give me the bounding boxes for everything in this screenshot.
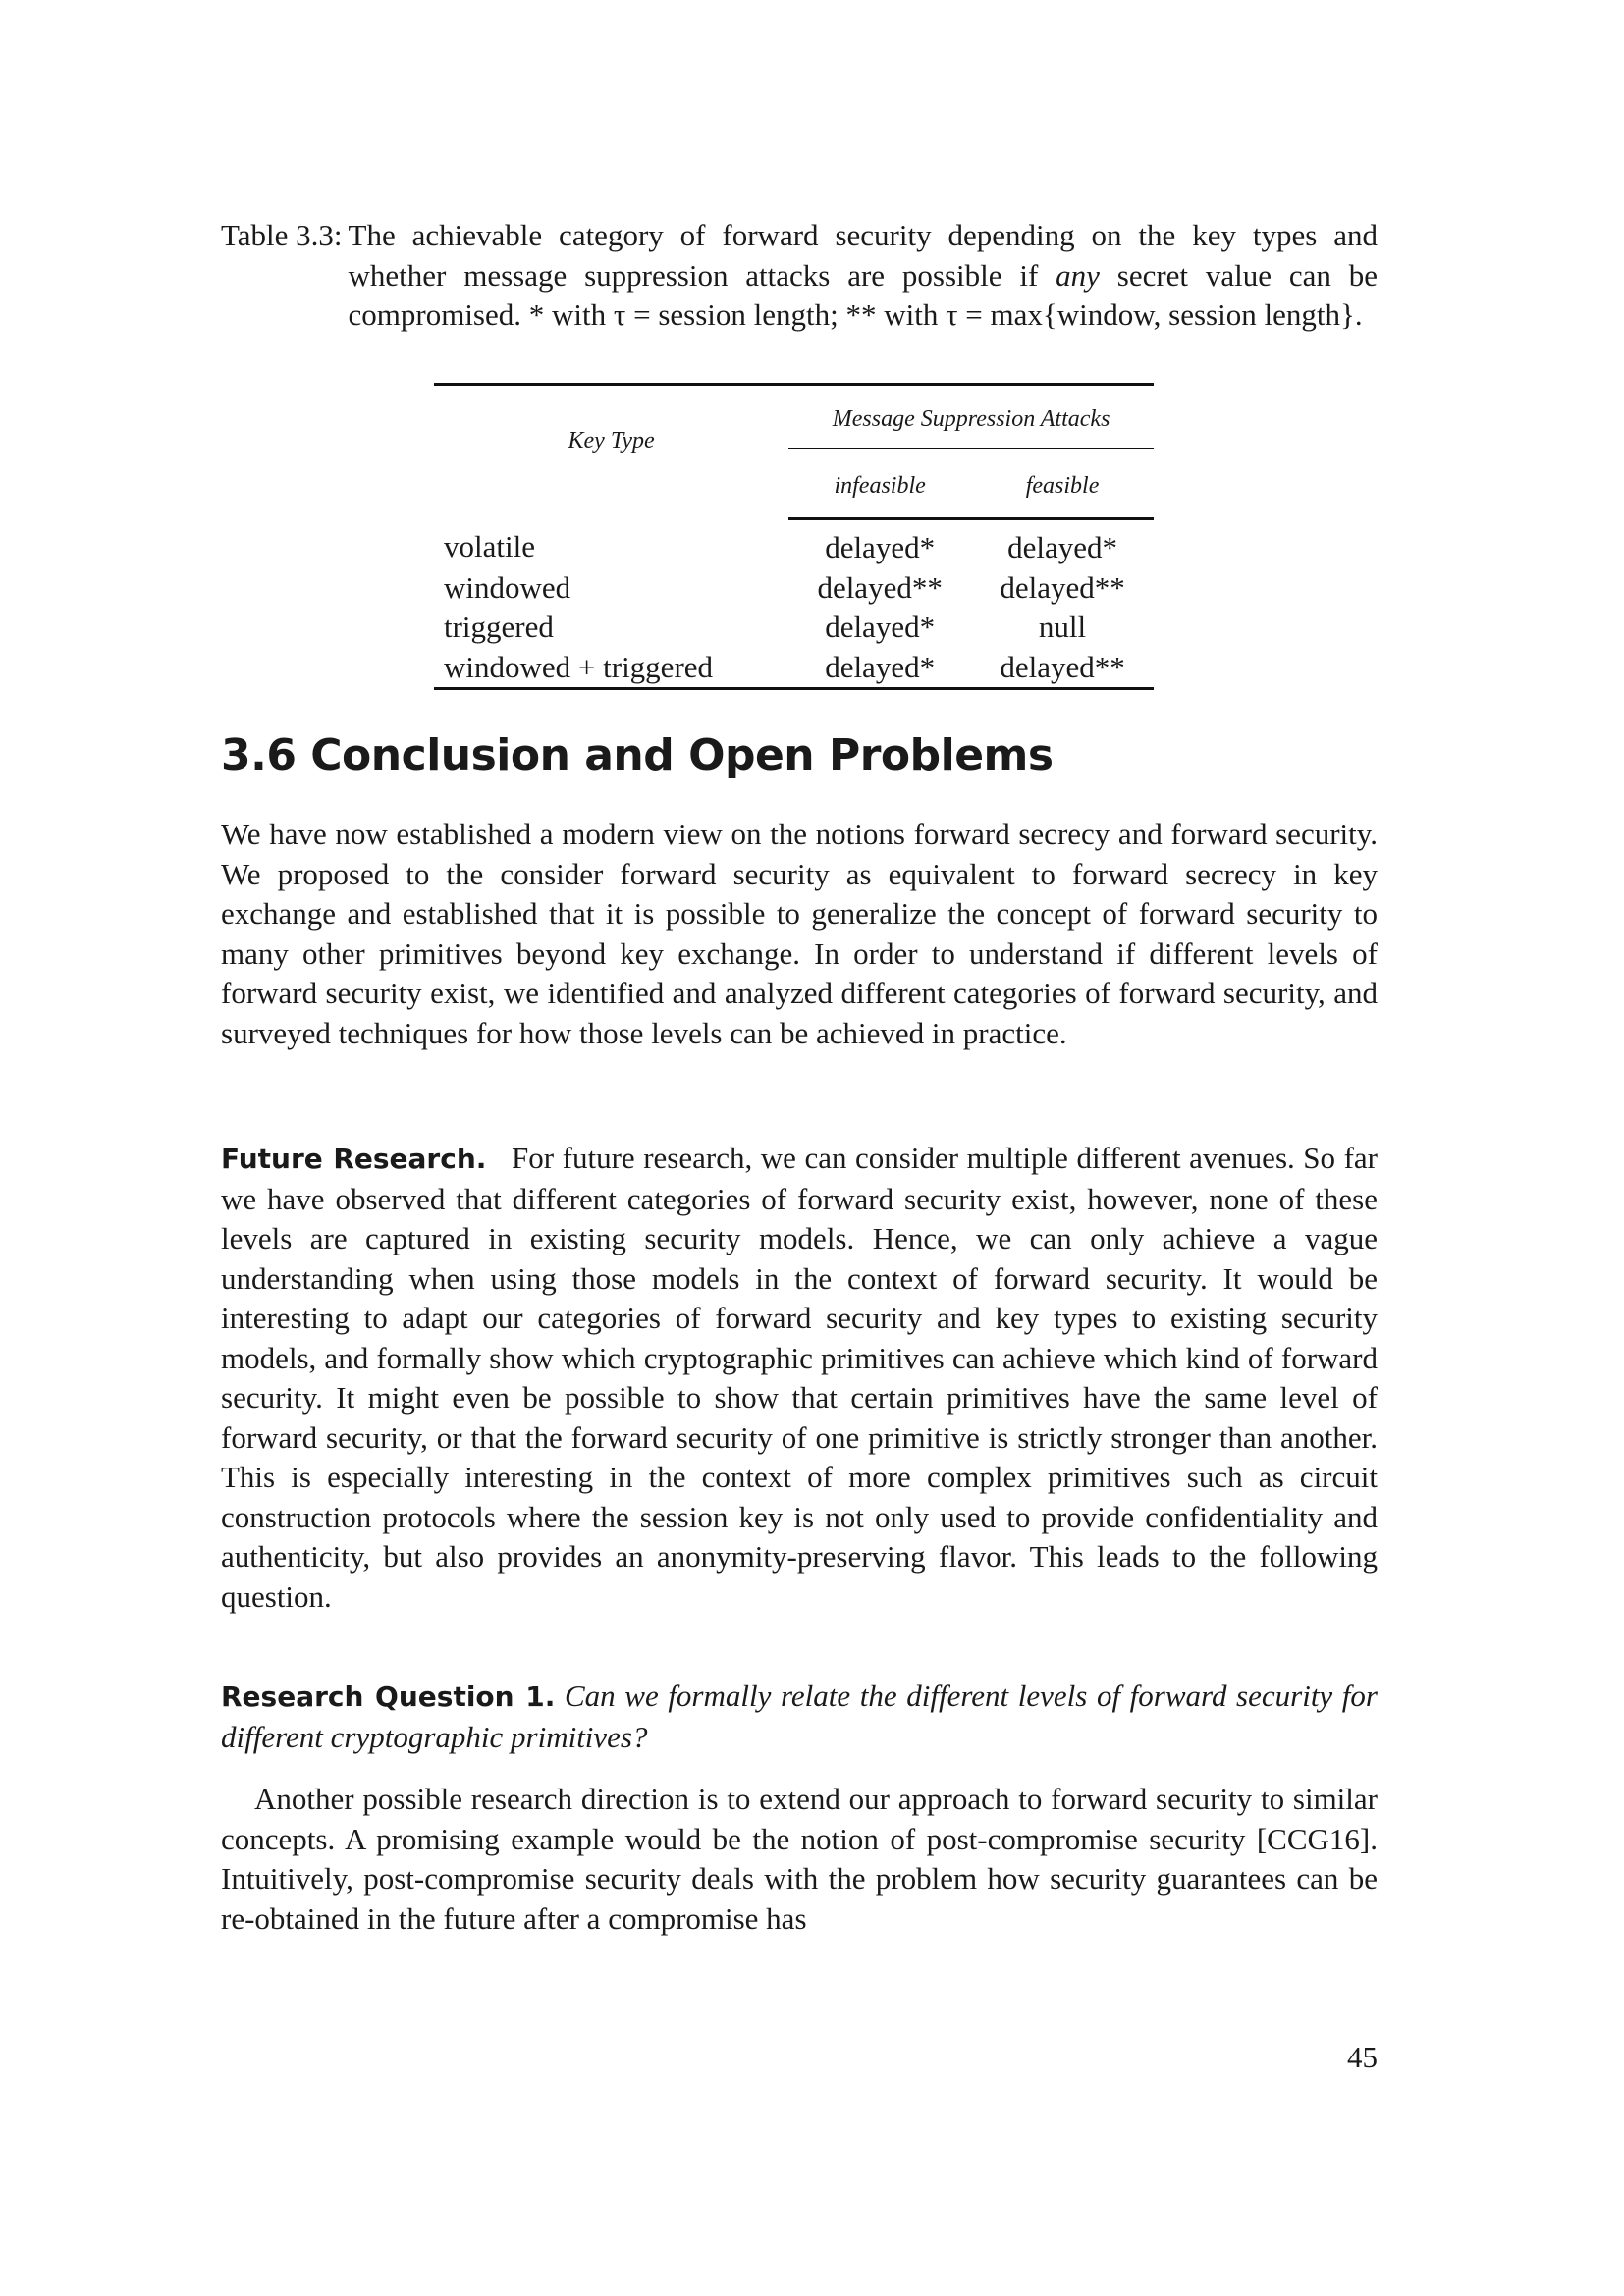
- header-feasible: feasible: [971, 448, 1154, 519]
- cell: delayed**: [971, 648, 1154, 689]
- future-research-paragraph: [221, 1139, 1378, 1617]
- section-heading: 3.6 Conclusion and Open Problems: [221, 730, 1054, 780]
- future-research-label: Future Research.: [221, 1143, 487, 1175]
- page-number: 45: [1347, 2040, 1378, 2074]
- cell: delayed**: [817, 569, 943, 605]
- conclusion-paragraph: We have now established a modern view on the notions forward secrecy and forward security. We proposed to the consider forward security as equivalent to forward secrecy in key exchange and established that it is possible to generalize the concept of forward security to many other primitives beyond key exchange. In order to understand if different levels of forward security exist, we identified and analyzed different categories of forward security, and surveyed techniques for how those levels can be achieved in practice.: [221, 817, 1378, 1050]
- research-question-text: Can we formally relate the different levels of forward security for different cryptographic primitives?: [221, 1679, 1378, 1754]
- cell: windowed: [444, 569, 571, 605]
- cell: delayed**: [1000, 569, 1125, 605]
- caption-text-a: The achievable category of forward security depending on the key types and whether message suppression attacks are possible if: [348, 218, 1378, 293]
- cell: delayed*: [825, 610, 936, 644]
- research-question: [221, 1677, 1378, 1757]
- table-caption: [221, 216, 1378, 336]
- header-key-type: Key Type: [568, 428, 655, 454]
- caption-emphasis: any: [1056, 257, 1100, 293]
- cell: delayed*: [1007, 530, 1117, 564]
- table-row: [434, 519, 1154, 568]
- table-row: [434, 568, 1154, 609]
- caption-text-b: secret value can be compromised. * with τ = session length; ** with τ = max{window, session length}.: [348, 257, 1378, 332]
- caption-label: Table 3.3:: [221, 218, 343, 252]
- future-research-text: For future research, we can consider multiple different avenues. So far we have observed that different categories of forward security exist, however, none of these levels are captured in existing security models. Hence, we can only achieve a vague understanding when using those models in the context of forward security. It would be interesting to adapt our categories of forward security and key types to existing security models, and formally show which cryptographic primitives can achieve which kind of forward security. It might even be possible to show that certain primitives have the same level of forward security, or that the forward security of one primitive is strictly stronger than another. This is especially interesting in the context of more complex primitives such as circuit construction protocols where the session key is not only used to provide confidentiality and authenticity, but also provides an anonymity-preserving flavor. This leads to the following question.: [221, 1141, 1378, 1614]
- cell: null: [1038, 610, 1087, 644]
- post-compromise-paragraph: Another possible research direction is to extend our approach to forward security to similar concepts. A promising example would be the notion of post-compromise security [CCG16]. Intuitively, post-compromise security deals with the problem how security guarantees can be re-obtained in the future after a compromise has: [221, 1782, 1378, 1936]
- cell: delayed*: [788, 648, 971, 689]
- research-question-label: Research Question 1.: [221, 1681, 556, 1713]
- cell: triggered: [444, 610, 554, 644]
- cell: windowed + triggered: [434, 648, 788, 689]
- header-group: Message Suppression Attacks: [788, 385, 1154, 449]
- cell: delayed*: [825, 530, 936, 564]
- table-row: [434, 648, 1154, 689]
- table-row: [434, 608, 1154, 648]
- caption-text: [349, 216, 1378, 336]
- header-infeasible: infeasible: [788, 448, 971, 519]
- cell: volatile: [444, 529, 535, 564]
- forward-security-table: [434, 383, 1154, 690]
